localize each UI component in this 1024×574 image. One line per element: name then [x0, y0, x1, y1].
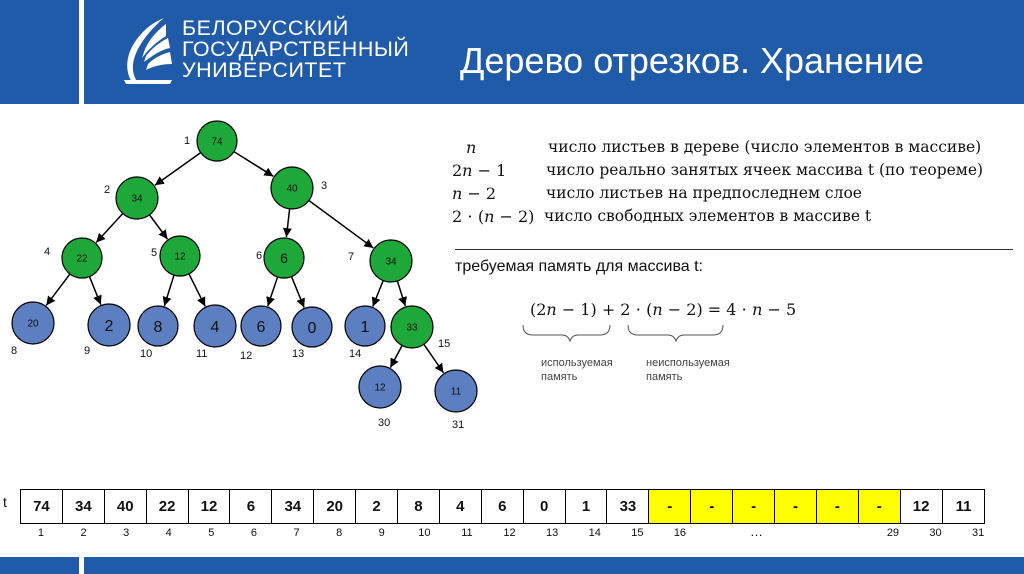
array-index: 13 [546, 527, 559, 539]
tree-node-value: 40 [286, 183, 298, 195]
caption-line: память [646, 371, 683, 383]
array-index: 11 [461, 527, 473, 539]
university-name-line: ГОСУДАРСТВЕННЫЙ [182, 37, 410, 61]
slide-title: Дерево отрезков. Хранение [460, 40, 924, 81]
tree-node-index: 14 [349, 348, 362, 360]
array-cell: 11 [943, 490, 985, 523]
formula-description: число листьев в дереве (число элементов в массиве) [548, 138, 982, 156]
array-cell: 6 [230, 490, 272, 523]
array-cell: 34 [272, 490, 314, 523]
tree-node-value: 0 [307, 319, 317, 337]
array-index: 29 [886, 527, 900, 539]
tree-node-index: 2 [104, 184, 111, 196]
caption-line: неиспользуемая [646, 357, 730, 369]
tree-node-index: 9 [84, 345, 91, 357]
array-ellipsis: … [750, 524, 764, 539]
array-cell: 22 [147, 490, 189, 523]
tree-node-value: 6 [280, 250, 288, 267]
array-cell: - [691, 490, 733, 523]
array-index: 16 [673, 527, 687, 539]
formula-expression: 2 ⋅ (𝑛 − 2) [452, 207, 535, 226]
caption-line: используемая [541, 357, 613, 369]
tree-node-value: 33 [406, 322, 418, 334]
array-label: t [3, 494, 7, 510]
array-cell: 1 [566, 490, 608, 523]
tree-node-index: 30 [378, 417, 391, 429]
array-cell: - [775, 490, 817, 523]
array-cell: - [817, 490, 859, 523]
array-index: 8 [336, 527, 343, 539]
array-index: 4 [165, 527, 172, 539]
array-cell: 4 [440, 490, 482, 523]
array-index: 3 [123, 527, 130, 539]
array-cell: - [649, 490, 691, 523]
tree-node-index: 5 [151, 247, 158, 259]
tree-node-value: 20 [27, 318, 39, 330]
university-name-line: БЕЛОРУССКИЙ [182, 16, 349, 40]
tree-node-index: 3 [321, 180, 328, 192]
tree-node-value: 1 [360, 318, 370, 336]
required-memory-label: требуемая память для массива t: [455, 258, 703, 275]
tree-node-value: 8 [153, 318, 163, 336]
formula-expression: 𝑛 [466, 138, 477, 157]
tree-node-index: 31 [452, 419, 465, 431]
tree-node-index: 1 [184, 135, 191, 147]
tree-node-value: 11 [450, 386, 462, 398]
formula-description: число реально занятых ячеек массива t (по теореме) [546, 161, 984, 179]
formula-description: число свободных элементов в массиве t [544, 207, 872, 225]
array-cell: 8 [398, 490, 440, 523]
used-memory-brace [523, 325, 610, 341]
array-index: 6 [250, 527, 257, 539]
tree-node-index: 12 [240, 350, 253, 362]
array-index: 14 [588, 527, 601, 539]
tree-node-value: 4 [210, 318, 220, 336]
array-index: 31 [972, 527, 985, 539]
tree-node-index: 13 [292, 348, 305, 360]
tree-node-index: 4 [44, 246, 51, 258]
tree-node-value: 74 [211, 136, 223, 148]
array-cell: 34 [63, 490, 105, 523]
array-index: 1 [37, 527, 44, 539]
array-cell: 12 [901, 490, 943, 523]
university-name-line: УНИВЕРСИТЕТ [182, 58, 347, 82]
array-index: 7 [293, 527, 300, 539]
footer-divider [79, 557, 84, 574]
array-cell: - [733, 490, 775, 523]
array-cell: 2 [356, 490, 398, 523]
formula-expression: 2𝑛 − 1 [452, 161, 507, 180]
unused-memory-caption [646, 356, 730, 384]
array-t [20, 489, 985, 524]
tree-node-index: 8 [11, 345, 18, 357]
array-cell: 33 [607, 490, 649, 523]
tree-node-index: 6 [256, 250, 263, 262]
memory-equation: (2𝑛 − 1) + 2 ⋅ (𝑛 − 2) = 4 ⋅ 𝑛 − 5 [530, 300, 797, 319]
tree-node-value: 34 [385, 256, 397, 268]
tree-node-value: 12 [174, 251, 186, 263]
footer-bar [0, 557, 1024, 574]
array-cell: 12 [189, 490, 231, 523]
array-index: 5 [208, 527, 215, 539]
array-index: 10 [418, 527, 431, 539]
tree-node-value: 12 [374, 382, 386, 394]
array-index: 9 [378, 527, 385, 539]
unused-memory-brace [628, 325, 723, 341]
array-cell: 74 [21, 490, 63, 523]
used-memory-caption [541, 356, 613, 384]
array-index: 12 [503, 527, 516, 539]
tree-node-index: 7 [348, 251, 355, 263]
array-cell: 0 [524, 490, 566, 523]
tree-node-value: 22 [76, 253, 88, 265]
array-cell: - [859, 490, 901, 523]
tree-node-index: 10 [140, 348, 153, 360]
array-cell: 40 [105, 490, 147, 523]
formula-expression: 𝑛 − 2 [452, 184, 497, 203]
array-index: 15 [631, 527, 644, 539]
tree-node-index: 11 [196, 348, 208, 360]
array-cell: 6 [482, 490, 524, 523]
array-cell: 20 [314, 490, 356, 523]
formula-description: число листьев на предпоследнем слое [546, 184, 862, 202]
tree-node-index: 15 [438, 338, 451, 350]
tree-node-value: 34 [131, 193, 143, 205]
tree-node-value: 2 [104, 317, 114, 335]
array-index: 30 [929, 527, 942, 539]
caption-line: память [541, 371, 578, 383]
array-index: 2 [80, 527, 87, 539]
tree-node-value: 6 [256, 318, 266, 336]
